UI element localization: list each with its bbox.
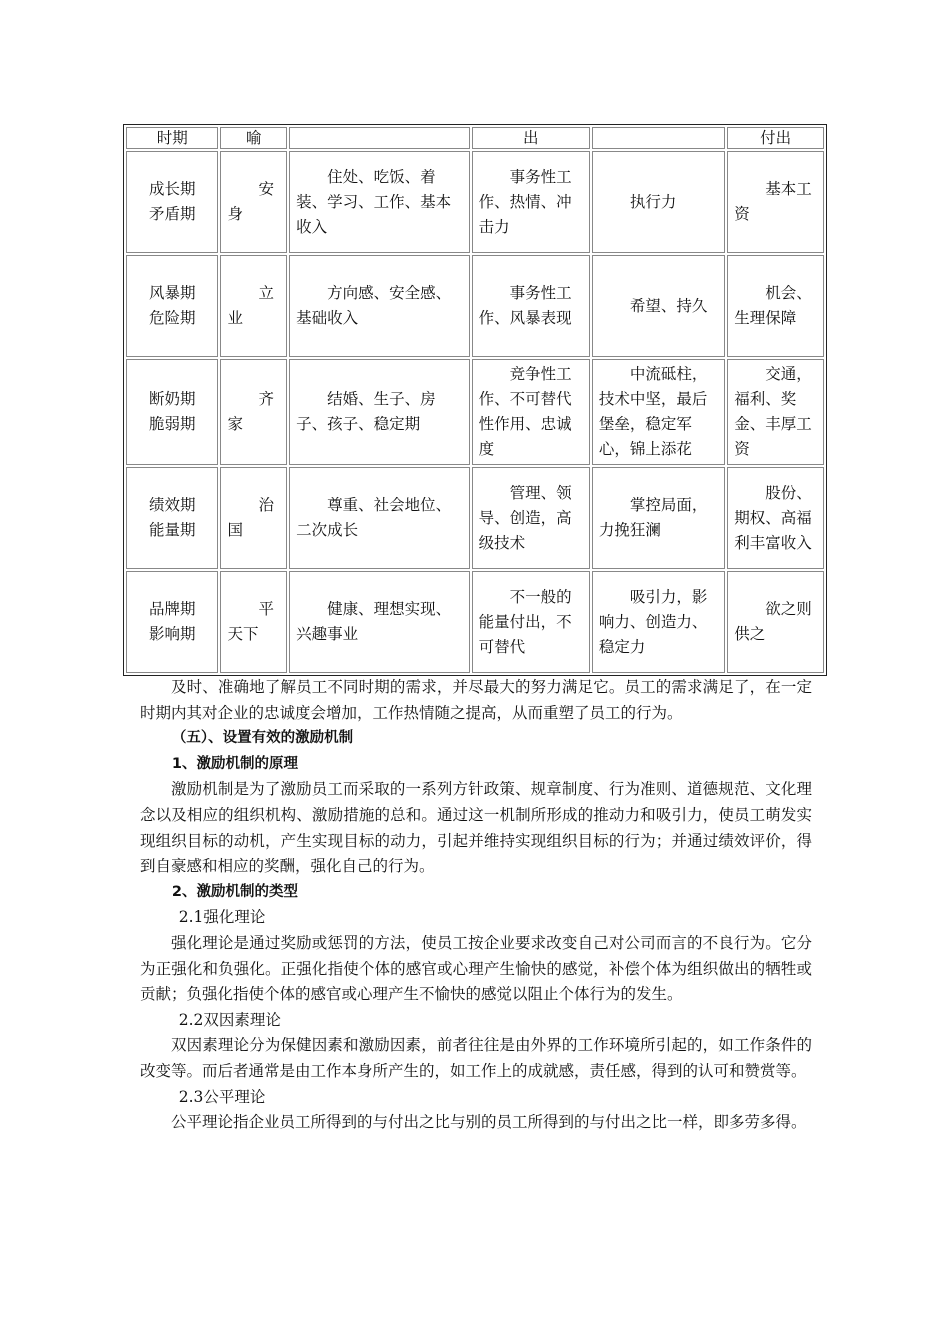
paragraph-equity: 公平理论指企业员工所得到的与付出之比与别的员工所得到的与付出之比一样，即多劳多得。 bbox=[171, 1113, 807, 1132]
period-cell bbox=[126, 151, 218, 253]
needs-cell: 健康、理想实现、兴趣事业 bbox=[289, 571, 470, 673]
header-pay: 付出 bbox=[727, 127, 824, 149]
metaphor-cell: 安身 bbox=[220, 151, 287, 253]
table-row bbox=[126, 255, 824, 357]
pay-cell: 股份、期权、高福利丰富收入 bbox=[727, 467, 824, 569]
employee-stage-table bbox=[123, 124, 827, 676]
needs-cell: 住处、吃饭、着装、学习、工作、基本收入 bbox=[289, 151, 470, 253]
header-needs bbox=[289, 127, 470, 149]
header-power bbox=[592, 127, 725, 149]
needs-cell: 方向感、安全感、基础收入 bbox=[289, 255, 470, 357]
header-output: 出 bbox=[472, 127, 590, 149]
metaphor-cell: 立业 bbox=[220, 255, 287, 357]
output-cell: 竞争性工作、不可替代性作用、忠诚度 bbox=[472, 359, 590, 465]
period-name: 成长期 bbox=[148, 180, 196, 198]
metaphor-cell: 平天下 bbox=[220, 571, 287, 673]
subheading-principle: 1、激励机制的原理 bbox=[171, 755, 298, 772]
output-cell: 事务性工作、热情、冲击力 bbox=[472, 151, 590, 253]
section-heading-five: （五）、设置有效的激励机制 bbox=[171, 730, 354, 747]
period-name: 绩效期 bbox=[148, 496, 196, 514]
paragraph-two-factor: 双因素理论分为保健因素和激励因素，前者往往是由外界的工作环境所引起的，如工作条件的改变等。而后者通常是由工作本身所产生的，如工作上的成就感，责任感，得到的认可和赞赏等。 bbox=[140, 1036, 812, 1080]
period-cell bbox=[126, 359, 218, 465]
table-row bbox=[126, 571, 824, 673]
paragraph-needs-summary: 及时、准确地了解员工不同时期的需求，并尽最大的努力满足它。员工的需求满足了，在一定时期内其对企业的忠诚度会增加，工作热情随之提高，从而重塑了员工的行为。 bbox=[140, 678, 812, 722]
period-cell bbox=[126, 467, 218, 569]
paragraph-reinforcement: 强化理论是通过奖励或惩罚的方法，使员工按企业要求改变自己对公司而言的不良行为。它分为正强化和负强化。正强化指使个体的感官或心理产生愉快的感觉，补偿个体为组织做出的牺牲或贡献；负强化指使个体的感官或心理产生不愉快的感觉以阻止个体行为的发生。 bbox=[140, 933, 812, 1004]
pay-cell: 机会、生理保障 bbox=[727, 255, 824, 357]
period-cell bbox=[126, 571, 218, 673]
period-name: 品牌期 bbox=[148, 600, 196, 618]
subsection-equity: 2.3公平理论 bbox=[178, 1087, 266, 1106]
power-cell: 希望、持久 bbox=[592, 255, 725, 357]
output-cell: 不一般的能量付出，不可替代 bbox=[472, 571, 590, 673]
body-text bbox=[140, 675, 812, 1136]
power-cell: 中流砥柱，技术中坚，最后堡垒，稳定军心，锦上添花 bbox=[592, 359, 725, 465]
paragraph-principle: 激励机制是为了激励员工而采取的一系列方针政策、规章制度、行为准则、道德规范、文化理念以及相应的组织机构、激励措施的总和。通过这一机制所形成的推动力和吸引力，使员工萌发实现组织目标的动机，产生实现目标的动力，引起并维持实现组织目标的行为；并通过绩效评价，得到自豪感和相应的奖酬，强化自己的行为。 bbox=[140, 780, 812, 876]
table-header-row bbox=[126, 127, 824, 149]
period-alias: 矛盾期 bbox=[148, 205, 196, 223]
period-cell bbox=[126, 255, 218, 357]
table-row bbox=[126, 467, 824, 569]
header-period: 时期 bbox=[126, 127, 218, 149]
subsection-reinforcement: 2.1强化理论 bbox=[178, 908, 266, 927]
period-alias: 危险期 bbox=[148, 309, 196, 327]
metaphor-cell: 齐家 bbox=[220, 359, 287, 465]
metaphor-cell: 治国 bbox=[220, 467, 287, 569]
power-cell: 执行力 bbox=[592, 151, 725, 253]
table-row bbox=[126, 151, 824, 253]
header-metaphor: 喻 bbox=[220, 127, 287, 149]
subheading-types: 2、激励机制的类型 bbox=[171, 883, 298, 900]
output-cell: 管理、领导、创造，高级技术 bbox=[472, 467, 590, 569]
output-cell: 事务性工作、风暴表现 bbox=[472, 255, 590, 357]
table-row bbox=[126, 359, 824, 465]
pay-cell: 欲之则供之 bbox=[727, 571, 824, 673]
power-cell: 吸引力，影响力、创造力、稳定力 bbox=[592, 571, 725, 673]
subsection-two-factor: 2.2双因素理论 bbox=[178, 1010, 281, 1029]
period-alias: 能量期 bbox=[148, 521, 196, 539]
period-alias: 脆弱期 bbox=[148, 415, 196, 433]
power-cell: 掌控局面，力挽狂澜 bbox=[592, 467, 725, 569]
needs-cell: 尊重、社会地位、二次成长 bbox=[289, 467, 470, 569]
period-name: 断奶期 bbox=[148, 390, 196, 408]
period-name: 风暴期 bbox=[148, 284, 196, 302]
period-alias: 影响期 bbox=[148, 625, 196, 643]
needs-cell: 结婚、生子、房子、孩子、稳定期 bbox=[289, 359, 470, 465]
pay-cell: 交通，福利、奖金、丰厚工资 bbox=[727, 359, 824, 465]
pay-cell: 基本工资 bbox=[727, 151, 824, 253]
